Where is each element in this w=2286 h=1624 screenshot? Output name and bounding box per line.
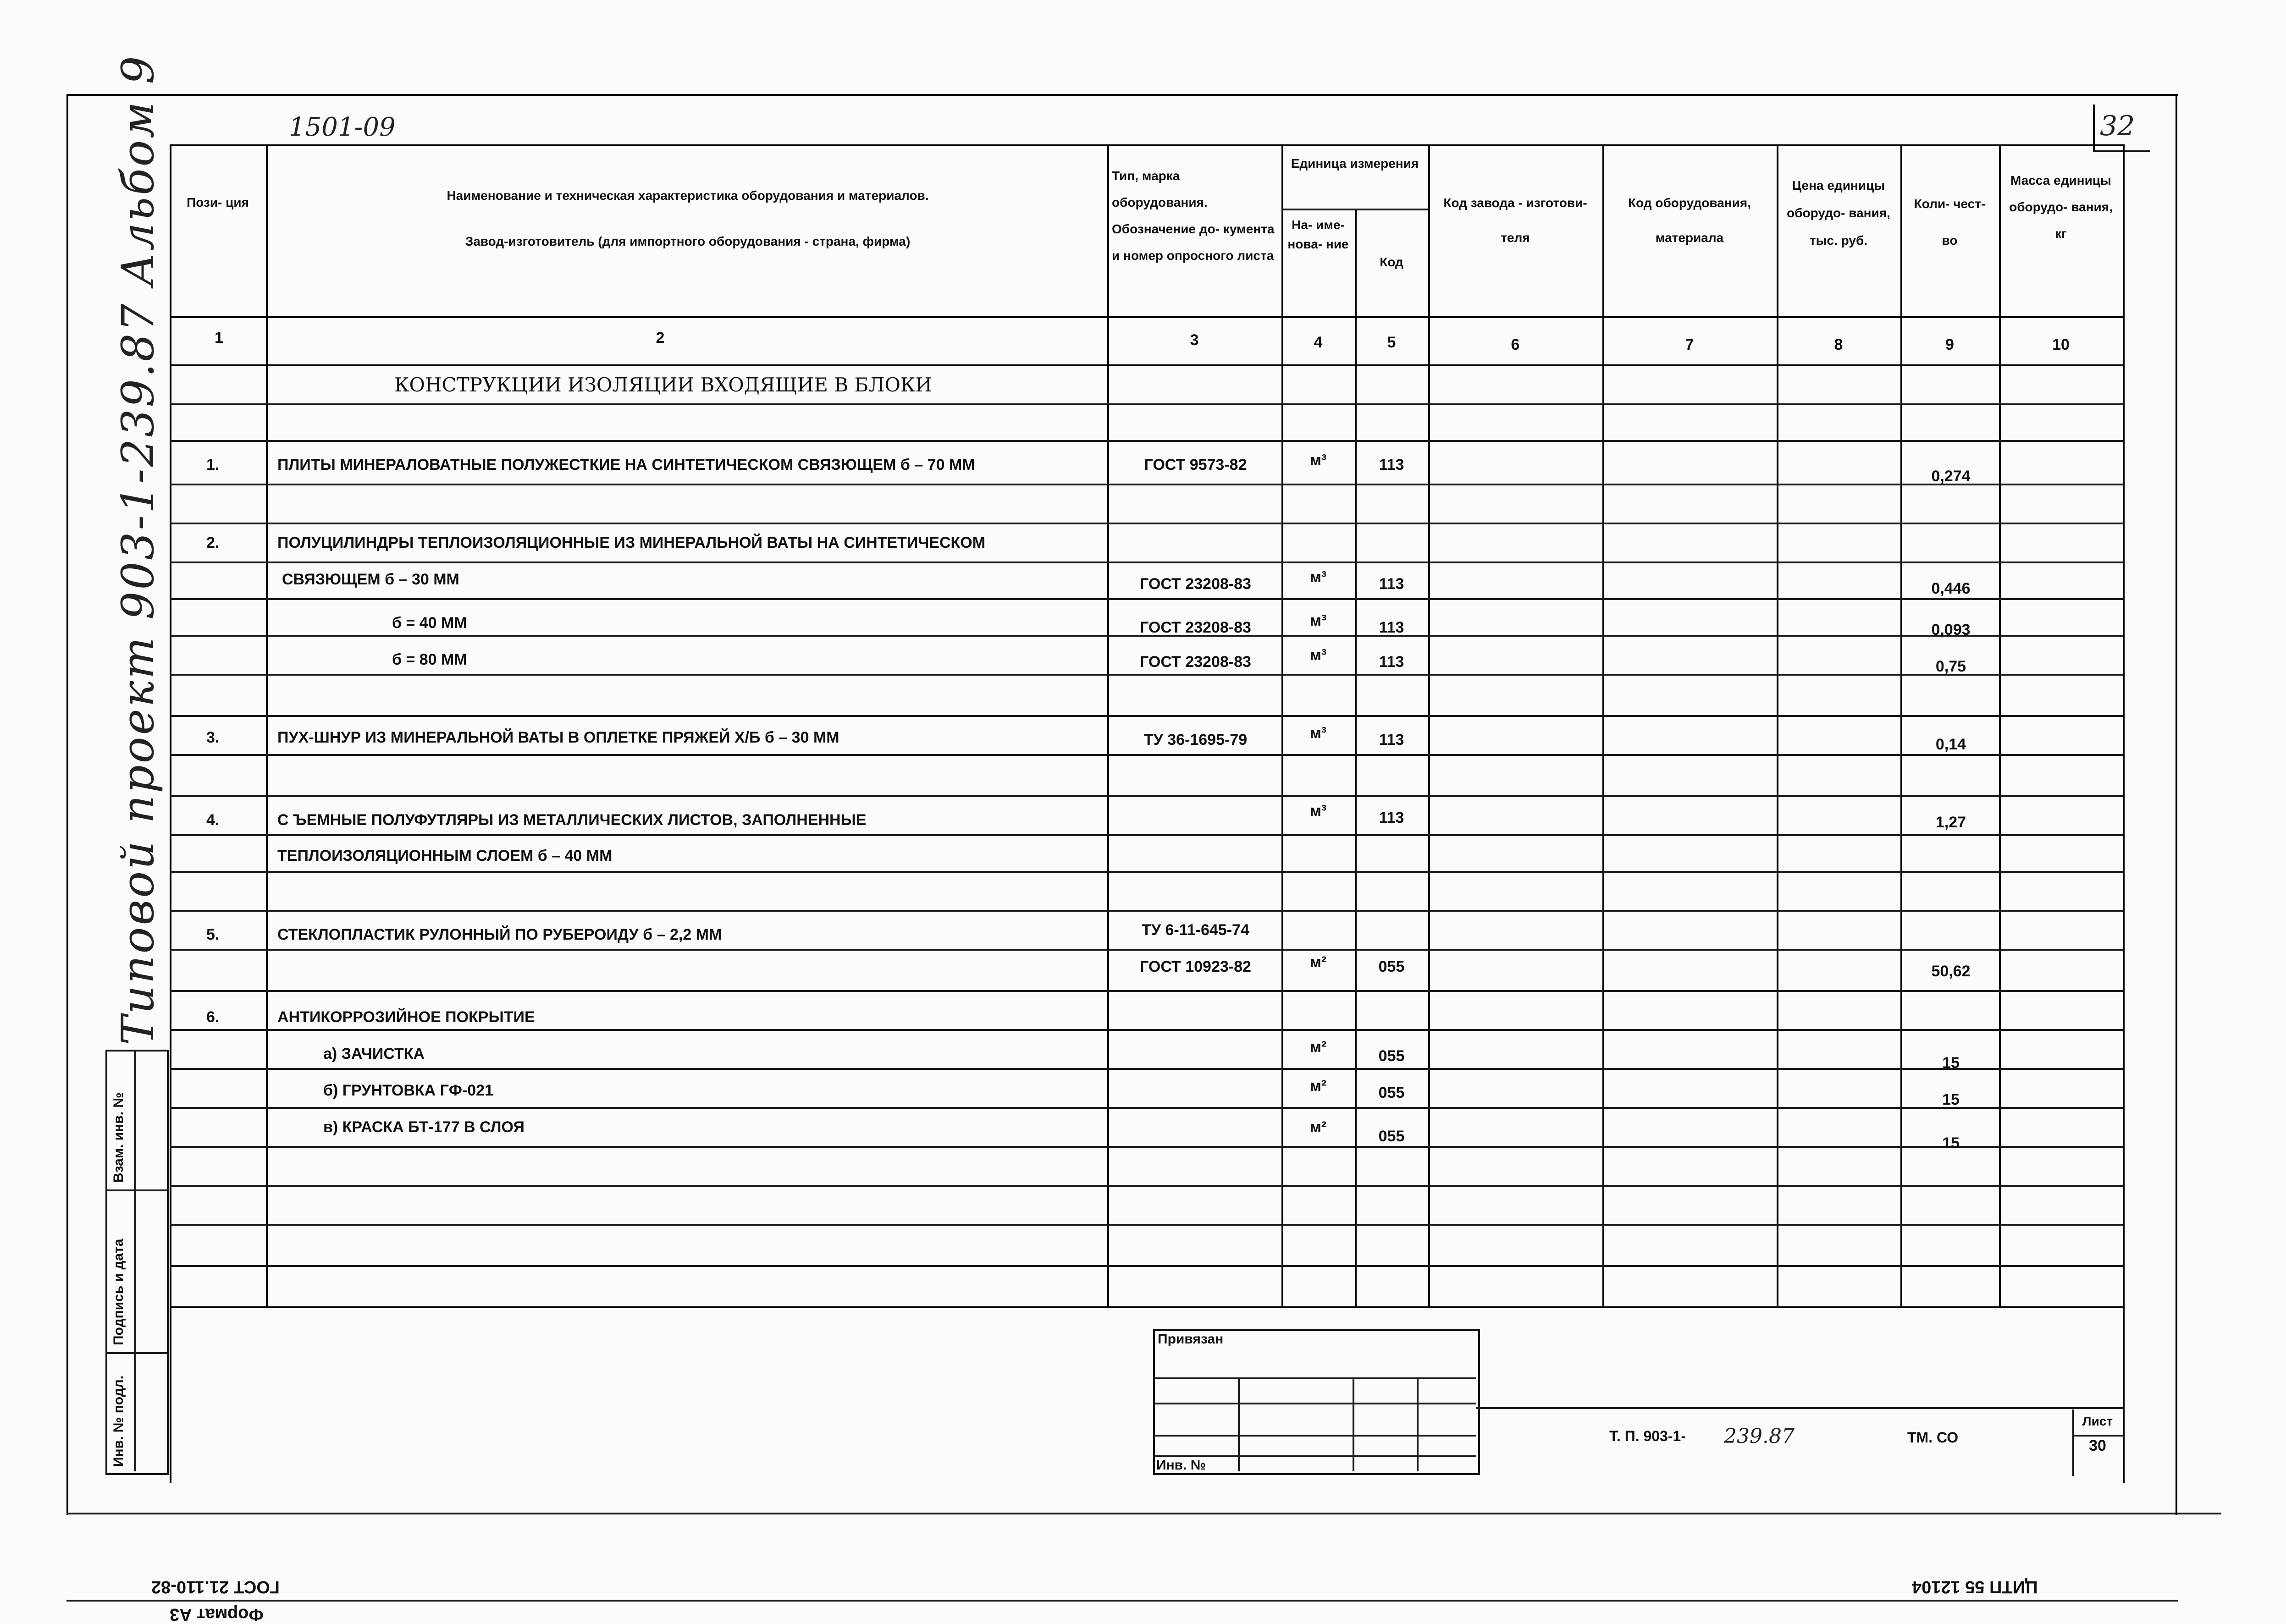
header-unit: Единица измерения — [1291, 156, 1419, 171]
left-stamp-sep-2 — [105, 1352, 167, 1354]
row2-name: ПОЛУЦИЛИНДРЫ ТЕПЛОИЗОЛЯЦИОННЫЕ ИЗ МИНЕРАЛЬНОЙ ВАТЫ НА СИНТЕТИЧЕСКОМ — [277, 534, 986, 551]
row2c-code: 113 — [1379, 653, 1404, 671]
row3-unit: м³ — [1309, 724, 1327, 742]
sheet-label: Лист — [2082, 1414, 2113, 1428]
row3-name: ПУХ-ШНУР ИЗ МИНЕРАЛЬНОЙ ВАТЫ В ОПЛЕТКЕ ПРЯЖЕЙ Х/Б б – 30 ММ — [277, 729, 839, 746]
col-sep-4 — [1355, 209, 1357, 1306]
row6-position: 6. — [206, 1008, 220, 1026]
row5-doc: ТУ 6-11-645-74 — [1142, 921, 1249, 939]
stamp-inv-podl: Инв. № подл. — [111, 1375, 126, 1467]
table-bottom — [170, 1306, 2123, 1308]
row2a-doc: ГОСТ 23208-83 — [1140, 575, 1251, 593]
colnum-2: 2 — [656, 329, 665, 347]
row2c-qty: 0,75 — [1935, 658, 1966, 675]
privyazan-label: Привязан — [1158, 1332, 1224, 1347]
sheet-left-border — [66, 94, 68, 1515]
sheet-bottom-border — [66, 1513, 2221, 1514]
row2b-qty: 0,093 — [1931, 621, 1971, 639]
sheet-top-border — [66, 94, 2178, 96]
header-mass: Масса единицы оборудо- вания, кг — [2009, 173, 2113, 241]
privyazan-col-1 — [1238, 1377, 1240, 1471]
row6a-unit: м² — [1309, 1038, 1327, 1056]
doc-number-prefix: Т. П. 903-1- — [1609, 1428, 1686, 1444]
sheet-number: 30 — [2089, 1437, 2106, 1454]
row4-unit: м³ — [1309, 802, 1327, 820]
row4-qty: 1,27 — [1935, 814, 1966, 831]
table-top — [170, 144, 2123, 146]
row6b-code: 055 — [1378, 1084, 1405, 1101]
header-equipment-code: Код оборудования, материала — [1628, 196, 1751, 245]
doc-number-hand: 239.87 — [1724, 1425, 1795, 1448]
row6c-name: в) КРАСКА БТ-177 В СЛОЯ — [323, 1118, 525, 1136]
row2b-unit: м³ — [1309, 612, 1327, 629]
row6-name: АНТИКОРРОЗИЙНОЕ ПОКРЫТИЕ — [277, 1008, 535, 1026]
row2a-code: 113 — [1379, 575, 1404, 593]
header-position: Пози- ция — [187, 195, 249, 209]
stamp-vzam-inv: Взам. инв. № — [111, 1092, 126, 1183]
colnum-5: 5 — [1387, 334, 1396, 351]
sheet-corner-number: 32 — [2100, 110, 2135, 142]
privyazan-line-2 — [1153, 1403, 1476, 1404]
mirror-separator — [66, 1600, 2178, 1602]
row2b-doc: ГОСТ 23208-83 — [1140, 619, 1251, 636]
privyazan-line-4 — [1153, 1455, 1476, 1457]
header-name-line2: Завод-изготовитель (для импортного оборудования - страна, фирма) — [465, 234, 911, 248]
row6b-unit: м² — [1309, 1077, 1327, 1095]
row6a-name: а) ЗАЧИСТКА — [323, 1045, 425, 1062]
row1-unit: м³ — [1309, 451, 1327, 469]
section-title: КОНСТРУКЦИИ ИЗОЛЯЦИИ ВХОДЯЩИЕ В БЛОКИ — [394, 374, 933, 396]
col-sep-2 — [1107, 144, 1109, 1306]
col-sep-5 — [1428, 144, 1430, 1306]
row2b-code: 113 — [1379, 619, 1404, 636]
handwritten-top-number: 1501-09 — [289, 112, 396, 142]
row2c-name: б = 80 ММ — [392, 651, 467, 668]
row5a-doc: ГОСТ 10923-82 — [1140, 958, 1251, 975]
privyazan-col-2 — [1353, 1377, 1354, 1471]
header-factory-code: Код завода - изготови- теля — [1443, 196, 1587, 245]
row6b-qty: 15 — [1942, 1091, 1960, 1108]
row1-name: ПЛИТЫ МИНЕРАЛОВАТНЫЕ ПОЛУЖЕСТКИЕ НА СИНТЕТИЧЕСКОМ СВЯЗЮЩЕМ б – 70 ММ — [277, 456, 975, 473]
header-quantity: Коли- чест- во — [1914, 197, 1986, 248]
header-bottom — [170, 316, 2123, 318]
colnum-9: 9 — [1945, 336, 1954, 353]
unit-subheader-line — [1281, 209, 1428, 210]
col-sep-3 — [1281, 144, 1283, 1306]
header-name-line1: Наименование и техническая характеристика оборудования и материалов. — [447, 188, 929, 203]
col-sep-6 — [1602, 144, 1604, 1306]
row6b-name: б) ГРУНТОВКА ГФ-021 — [323, 1082, 493, 1099]
row5a-unit: м² — [1309, 953, 1327, 971]
row6c-qty: 15 — [1942, 1134, 1960, 1152]
col-sep-1 — [266, 144, 268, 1306]
colnum-6: 6 — [1511, 336, 1520, 353]
col-sep-8 — [1900, 144, 1902, 1306]
colnum-bottom — [170, 364, 2123, 366]
col-sep-9 — [1999, 144, 2001, 1306]
sheet-number-divider — [2072, 1435, 2123, 1437]
colnum-7: 7 — [1685, 336, 1694, 353]
row6c-unit: м² — [1309, 1118, 1327, 1136]
album-stamp: Типовой проект 903-1-239.87 Альбом 9 — [112, 54, 164, 1045]
col-sep-7 — [1777, 144, 1778, 1306]
row2b-name: б = 40 ММ — [392, 614, 467, 632]
row1-code: 113 — [1379, 456, 1404, 473]
row5a-qty: 50,62 — [1931, 963, 1971, 980]
colnum-8: 8 — [1834, 336, 1843, 353]
row6a-code: 055 — [1378, 1047, 1405, 1065]
row4-position: 4. — [206, 811, 220, 829]
header-price: Цена единицы оборудо- вания, тыс. руб. — [1787, 178, 1890, 248]
row3-position: 3. — [206, 729, 220, 746]
row2a-name: СВЯЗЮЩЕМ б – 30 ММ — [282, 571, 459, 588]
title-block-top — [1476, 1407, 2123, 1409]
mirror-format: Формат А3 — [170, 1605, 264, 1624]
row4a-name: ТЕПЛОИЗОЛЯЦИОННЫМ СЛОЕМ б – 40 ММ — [277, 847, 613, 864]
header-unit-name: На- име- нова- ние — [1287, 218, 1349, 251]
privyazan-line-1 — [1153, 1377, 1476, 1379]
row3-qty: 0,14 — [1935, 736, 1966, 753]
header-type: Тип, марка оборудования. Обозначение до- кумента и номер опросного листа — [1112, 169, 1275, 263]
left-stamp-divider — [134, 1050, 136, 1471]
row2a-unit: м³ — [1309, 568, 1327, 586]
colnum-3: 3 — [1190, 331, 1199, 349]
row1-qty: 0,274 — [1931, 468, 1971, 485]
left-stamp-sep-1 — [105, 1189, 167, 1191]
row4-name: С ЪЕМНЫЕ ПОЛУФУТЛЯРЫ ИЗ МЕТАЛЛИЧЕСКИХ ЛИСТОВ, ЗАПОЛНЕННЫЕ — [277, 811, 867, 829]
colnum-10: 10 — [2052, 336, 2070, 353]
row1-doc: ГОСТ 9573-82 — [1144, 456, 1247, 473]
row6c-code: 055 — [1378, 1128, 1405, 1145]
colnum-1: 1 — [215, 329, 223, 347]
mirror-citp: ЦИТП 55 12104 — [1912, 1577, 2038, 1596]
inv-no-label: Инв. № — [1156, 1458, 1206, 1473]
table-right — [2123, 144, 2125, 1483]
row5-name: СТЕКЛОПЛАСТИК РУЛОННЫЙ ПО РУБЕРОИДУ б – 2,2 ММ — [277, 926, 722, 943]
doc-mark: ТМ. СО — [1907, 1429, 1959, 1446]
colnum-4: 4 — [1314, 334, 1323, 351]
row2c-unit: м³ — [1309, 646, 1327, 664]
row3-doc: ТУ 36-1695-79 — [1143, 731, 1248, 749]
row2c-doc: ГОСТ 23208-83 — [1140, 653, 1251, 671]
row3-code: 113 — [1379, 731, 1404, 749]
privyazan-line-3 — [1153, 1435, 1476, 1437]
row2a-qty: 0,446 — [1931, 580, 1971, 597]
privyazan-col-3 — [1417, 1377, 1419, 1471]
sheet-right-border — [2176, 94, 2177, 1515]
mirror-gost: ГОСТ 21.110-82 — [151, 1577, 280, 1596]
privyazan-box — [1153, 1329, 1480, 1475]
row1-position: 1. — [206, 456, 220, 473]
table-left — [170, 144, 171, 1483]
row5a-code: 055 — [1378, 958, 1405, 975]
row2-position: 2. — [206, 534, 220, 551]
row4-code: 113 — [1379, 809, 1404, 826]
row6a-qty: 15 — [1942, 1054, 1960, 1072]
stamp-signature-date: Подпись и дата — [111, 1239, 126, 1345]
header-unit-code: Код — [1380, 255, 1403, 269]
row5-position: 5. — [206, 926, 220, 943]
